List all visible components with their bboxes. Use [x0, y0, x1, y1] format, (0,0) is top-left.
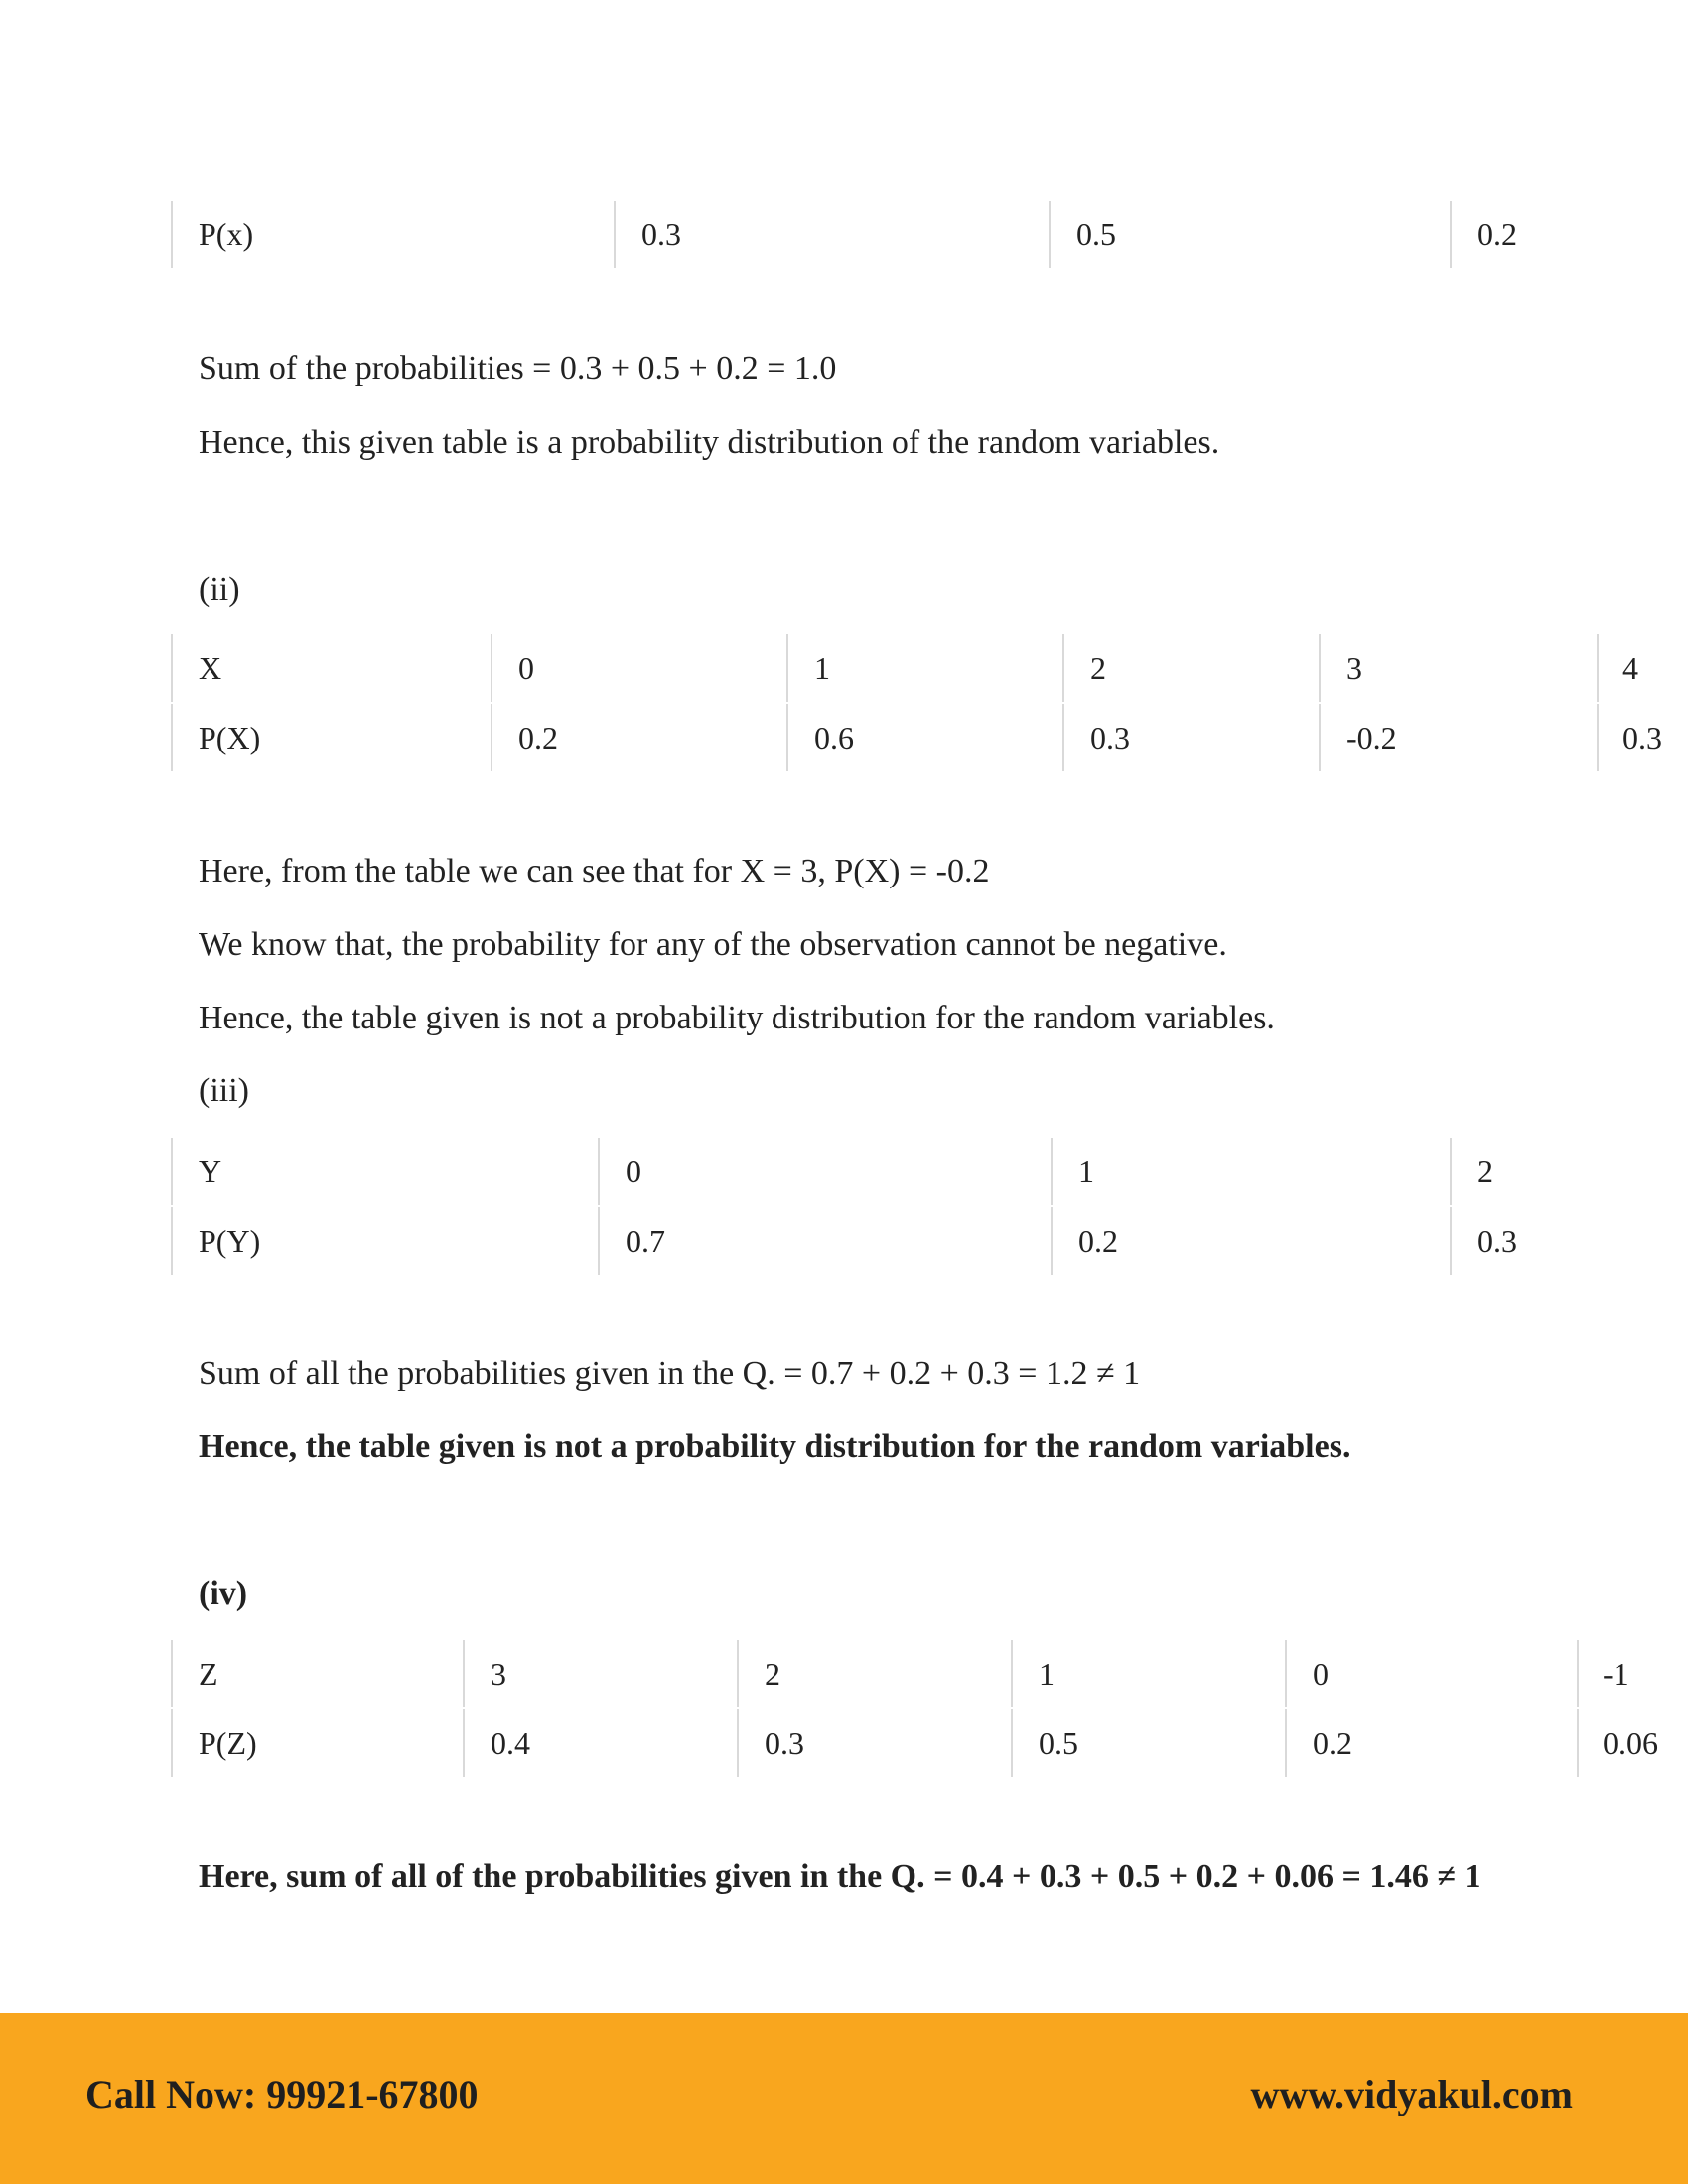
- table-cell: P(Z): [171, 1709, 463, 1777]
- table-cell: 0.7: [598, 1207, 1051, 1275]
- conclusion-3: Hence, the table given is not a probability distribution for the random variables.: [199, 1429, 1351, 1465]
- table-cell: Y: [171, 1138, 598, 1205]
- observation-statement: Here, from the table we can see that for X = 3, P(X) = -0.2: [199, 853, 990, 889]
- table-cell: 2: [737, 1640, 1011, 1707]
- table-cell: 0.4: [463, 1709, 737, 1777]
- call-now-phone: Call Now: 99921-67800: [85, 2072, 479, 2116]
- sum-statement-3: Here, sum of all of the probabilities given in the Q. = 0.4 + 0.3 + 0.5 + 0.2 + 0.06 = 1.46 ≠ 1: [199, 1858, 1481, 1895]
- table-cell: 2: [1062, 634, 1319, 702]
- table-cell: 0.2: [1285, 1709, 1577, 1777]
- table-cell: 0.5: [1011, 1709, 1285, 1777]
- table-cell: -0.2: [1319, 704, 1597, 771]
- conclusion-1: Hence, this given table is a probability distribution of the random variables.: [199, 424, 1220, 461]
- table-cell: P(Y): [171, 1207, 598, 1275]
- table-cell: 0: [491, 634, 786, 702]
- table-cell: 0.3: [1062, 704, 1319, 771]
- table-cell: 0.2: [1450, 201, 1688, 268]
- table-cell: 0.2: [1051, 1207, 1450, 1275]
- table-cell: 0.06: [1577, 1709, 1688, 1777]
- table-cell: P(X): [171, 704, 491, 771]
- conclusion-2: Hence, the table given is not a probability distribution for the random variables.: [199, 1000, 1275, 1036]
- website-link[interactable]: www.vidyakul.com: [1250, 2072, 1573, 2116]
- table-cell: 4: [1597, 634, 1688, 702]
- table-cell: 0.3: [1450, 1207, 1688, 1275]
- table-cell: 0.6: [786, 704, 1062, 771]
- table-cell: 0.3: [737, 1709, 1011, 1777]
- part-label-iii: (iii): [199, 1072, 249, 1109]
- table-cell: -1: [1577, 1640, 1688, 1707]
- table-cell: 1: [1011, 1640, 1285, 1707]
- table-cell: 3: [1319, 634, 1597, 702]
- table-cell: Z: [171, 1640, 463, 1707]
- table-cell: 2: [1450, 1138, 1688, 1205]
- table-cell: 1: [786, 634, 1062, 702]
- part-label-iv: (iv): [199, 1575, 248, 1612]
- sum-statement-1: Sum of the probabilities = 0.3 + 0.5 + 0.2 = 1.0: [199, 350, 837, 387]
- table-cell: 3: [463, 1640, 737, 1707]
- table-cell: 1: [1051, 1138, 1450, 1205]
- footer-bar: [0, 2013, 1688, 2184]
- negative-probability-note: We know that, the probability for any of the observation cannot be negative.: [199, 926, 1227, 963]
- table-cell: 0.2: [491, 704, 786, 771]
- table-cell: 0: [598, 1138, 1051, 1205]
- table-cell: 0.5: [1049, 201, 1450, 268]
- table-cell: 0.3: [614, 201, 1049, 268]
- table-cell: X: [171, 634, 491, 702]
- part-label-ii: (ii): [199, 571, 240, 608]
- table-cell: P(x): [171, 201, 614, 268]
- table-cell: 0: [1285, 1640, 1577, 1707]
- sum-statement-2: Sum of all the probabilities given in the Q. = 0.7 + 0.2 + 0.3 = 1.2 ≠ 1: [199, 1355, 1141, 1392]
- table-cell: 0.3: [1597, 704, 1688, 771]
